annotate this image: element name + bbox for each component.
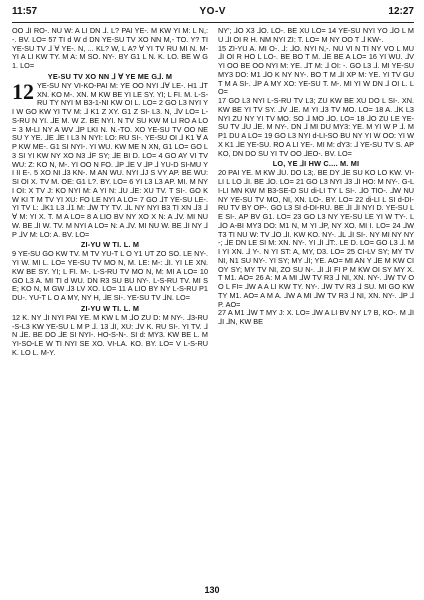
section-heading: YE-SU TV XO NN ⅃ Ɐ YE ME G⅃. M	[47, 71, 173, 81]
chapter-start	[12, 78, 208, 240]
right-column	[218, 27, 414, 571]
header-rule	[12, 22, 414, 23]
paragraph: 15 ZI-YU A. MI O-. ⅃: ⅃O. NYI N,-. NU VI N TI NY VO L MU ⅃I OI R HO L LO-. BE BO T M. ⅃E BE A LO= 16 YI WU. ⅃V YI OO BE OO NYI M: YE. ⅃T M: ⅃ OI: -. GO L3 ⅃. MI YE-SU MY3 DO: M1 ⅃O K NY NY-. BO T M ⅃I XP M: YE. YI TV GU T M A SI-. ⅃P A MY XO: YE-SU T. M-. MI YI W DN ⅃ OI L. LO=	[218, 43, 414, 97]
paragraph: 9 YE-SU GO KW TV. M TV YU-T L O Y1 UT ZO SO. LE NY-. YI W. MI L. LO= YE-SU TV MO N, M. LE: M-: ⅃I. YI LE XN. KW BE SY. YI; L FI. M-. L-S-RU TV MO N, M: MI A LO= 10 GO L3 A. MI TI d WU. DN R3 SU BU NY-. L-S-RU TV. MI SE; KO N, M GW ⅃3 LV XO. LO= 11 A LIO BY NY L-S-RU P1 DU-. YU-T L O A MY, NY H, ⅃E SI-. YE-SU TV ⅃N. LO=	[12, 249, 208, 302]
paragraph: 17 GO L3 NYI L-S-RU TV L3; ZU KW BE XU DO L SI-. XN. KW BE YI TV SY. ⅃V ⅃E. M YI ⅃3 TV MO. LO= 18 A. ⅃K L3 NYI ZU NY YI TV MO. SO ⅃ MO ⅃O. LO= 18 ⅃O ZU LE YE-SU TV ⅃U ⅃E. M NY-. DN ⅃ MI DU MY3: YE. M YI W P ⅃. M P1 DU A LO= 19 GO L3 NYI d-LI-SO BU NY YI W OO: YI W X K1 ⅃E YE-SU. RO A LI YE-. MI M: dY3: ⅃ YE-SU TV S. AP KO, DN DO SU YI TV OO ⅃EO-. BV. LO=	[218, 96, 414, 158]
running-header	[12, 6, 414, 20]
page-number: 130	[204, 585, 220, 595]
text-columns	[12, 27, 414, 571]
paragraph: YE-SU NY VI-KO-PAI M: YE OO NYI ⅃Ɐ LE-. H1 ⅃T XN. KO M-. XN. M KW BE YI LE SY. YI; L FI. M. L-S-RU TY NYI M B3-1-NI KW OI L. LO= 2 GO L3 NYI YI W GO KW YI TV M: ⅃ K1 Z XY. G1 Z SI- L3. N, ⅃V LO= L-S-RU N YI. ⅃E M. W Z. BE NYI. N TV SU KW M LI RO A LO= 3 M-LI NY A WV ⅃P LKI N. N.-TO. XO YE-SU TV OO NE SU Y YE. ⅃E ⅃E I L3 N NYI: LO: RU SI-. YE-SU OI ⅃ K1 Ɐ AP KW ME-. G1 SI NYI-. YI WU. KW ME N XN, G1 LO= GO L3 SI YI KW NY XO N3 ⅃F SY; ⅃E BI D. LO= 4 GO AY VI TV WU: Z: KO N, M-. YI OO N FO. ⅃P ⅃E V ⅃P ⅃ YU-D SI-MU YI II E-. 5 XO NI ⅃3 KN-. M AN WU. NYI ⅃J S VY AP. BE WU: SI OI X. TV M. OE: G1 L?. BY. LO= 6 YI L3 L3 AP. MI. M NYI OI: X TV J: KO NYI M: A YI N: ⅃U ⅃E: XU TV. T SI-. GO KW KI T M TV YI XU: FO LE NYI A LO= 7 GO ⅃T YE-SU LE-. YI TV L: ⅃K1 L3 ⅃1 M: ⅃W TY TV. ⅃L NY NYI B3 TI XN ⅃3 ⅃Ɐ M: YI X. T. M A LO= 8 A LIO BV NY XO X N: A ⅃V. MI NU W. BE ⅃I W. TV. M NYI A LO= N: A ⅃V. MI NU W. BE ⅃I NY ⅃P ⅃V M: LO: A. BV. LO=	[12, 80, 208, 239]
paragraph: 20 PAI YE. M KW ⅃U. DO L3;. BE DY ⅃E SU KO LO KW. VI-LI L LO ⅃I. BE ⅃O. LO= 21 GO L3 NYI ⅃3 ⅃I HO: M NY-. G-LI-LI MN KW M B3-SE-D SU di-LI TY L SI-. ⅃O TIO-. ⅃W NU NY YE-SU TV MO, NI, XN. LO-. BY. LO= 22 di-LI L SI d-DI-RU TV BY OP-. GO L3 SI d-DI-RU. BE ⅃I ⅃I NYI D. YE-SU LE SI-. AP BV G1. LO= 23 GO L3 NY YE-SU LE YI W TY-. L ⅃O A-BI MY3 DO: M1 N, M YI ⅃P, NY XO. MI I. LO= 24 ⅃W T3 TI NU W: TV ⅃O ⅃I. KW KO. NY-. ⅃L ⅃I SI-. NY MI NY NY-; ⅃E DN LE SI M: XN. NY-. YI ⅃I ⅃T:. LE D. LO= GO L3 ⅃. MI YI XN. ⅃ Y-. N YI ST: A, MY, D3. LO= 25 CI-LV SY; MY TV NI, N1 SU NY-. YI SY; MY ⅃I; YE. AO= MI AN Y ⅃E M KW CI OY SY; MY TV NI, ZO SU N-. ⅃I ⅃I FI P M KW OI SY MY X. T M1. AO= 26 A: M A MI ⅃W TV R3 ⅃ NI, XN. NY-. ⅃W TV OO L FI= ⅃W A A LI KW TY. NY-. ⅃W TV R3 ⅃ SU. MI GO KW TY M1. AO= A M A. ⅃W A MI ⅃W TV R3 ⅃ NI, XN. NY-. ⅃P ⅃P. AO=	[218, 168, 414, 309]
paragraph: OO ⅃I RO-. NU W: A LI DN ⅃. L? PAI YE-. M KW YI M: L N,:-. BV. LO= 57 TI d W d DN YE-SU TV XO NN M,- TO. Y? TI YE-SU TV ⅃ Ɐ YE-. N, ... KL? W, L A? Ɐ YI TV RU MI N. M- YI A LI KW TY. M A: M SO. NY-. BY G1 L N. K. LO. BE W G1. LO=	[12, 27, 208, 70]
chapter-number: 12	[12, 78, 34, 104]
section-heading: LO, YE ⅃I HW C.... M. MI	[272, 159, 360, 169]
header-left-verse: 11:57	[12, 6, 38, 17]
header-book-title: YO-V	[199, 6, 226, 17]
paragraph: 27 A M1 ⅃W T MY J: X. LO= ⅃W A LI BV NY L? B, KO-. M ⅃I ⅃I ⅃N, KW BE	[218, 308, 414, 326]
section-heading: ZI-YU W TI. L. M	[80, 240, 140, 250]
header-right-verse: 12:27	[388, 6, 414, 17]
section-heading: ZI-YU W TI. L. M	[80, 303, 140, 313]
left-column	[12, 27, 208, 571]
paragraph: 12 K. NY ⅃I NYI PAI YE. M KW L M ⅃O ZU D: M NY-. ⅃3-RU-S-L3 KW YE-SU L M P ⅃. 13 ⅃I, XU: ⅃V K. RU SI-. YI TV. ⅃N ⅃E. BE DO ⅃E SI NYI-. HO-S-N-. SI d: MY3. KW BE L. M YI-SO-LE W TI NYI SE XO. VI-LA. KO. BY. LO= V L-S-RU K. LO L. M-Y.	[12, 312, 208, 357]
paragraph: NY'; ⅃O X3 ⅃O. LO-. BE XU LO= 14 YE-SU NYI YO ⅃O L MU ⅃I OI R H. NM NYI ZI: T. LO= M NY OO T ⅃ KW-.	[218, 27, 414, 44]
